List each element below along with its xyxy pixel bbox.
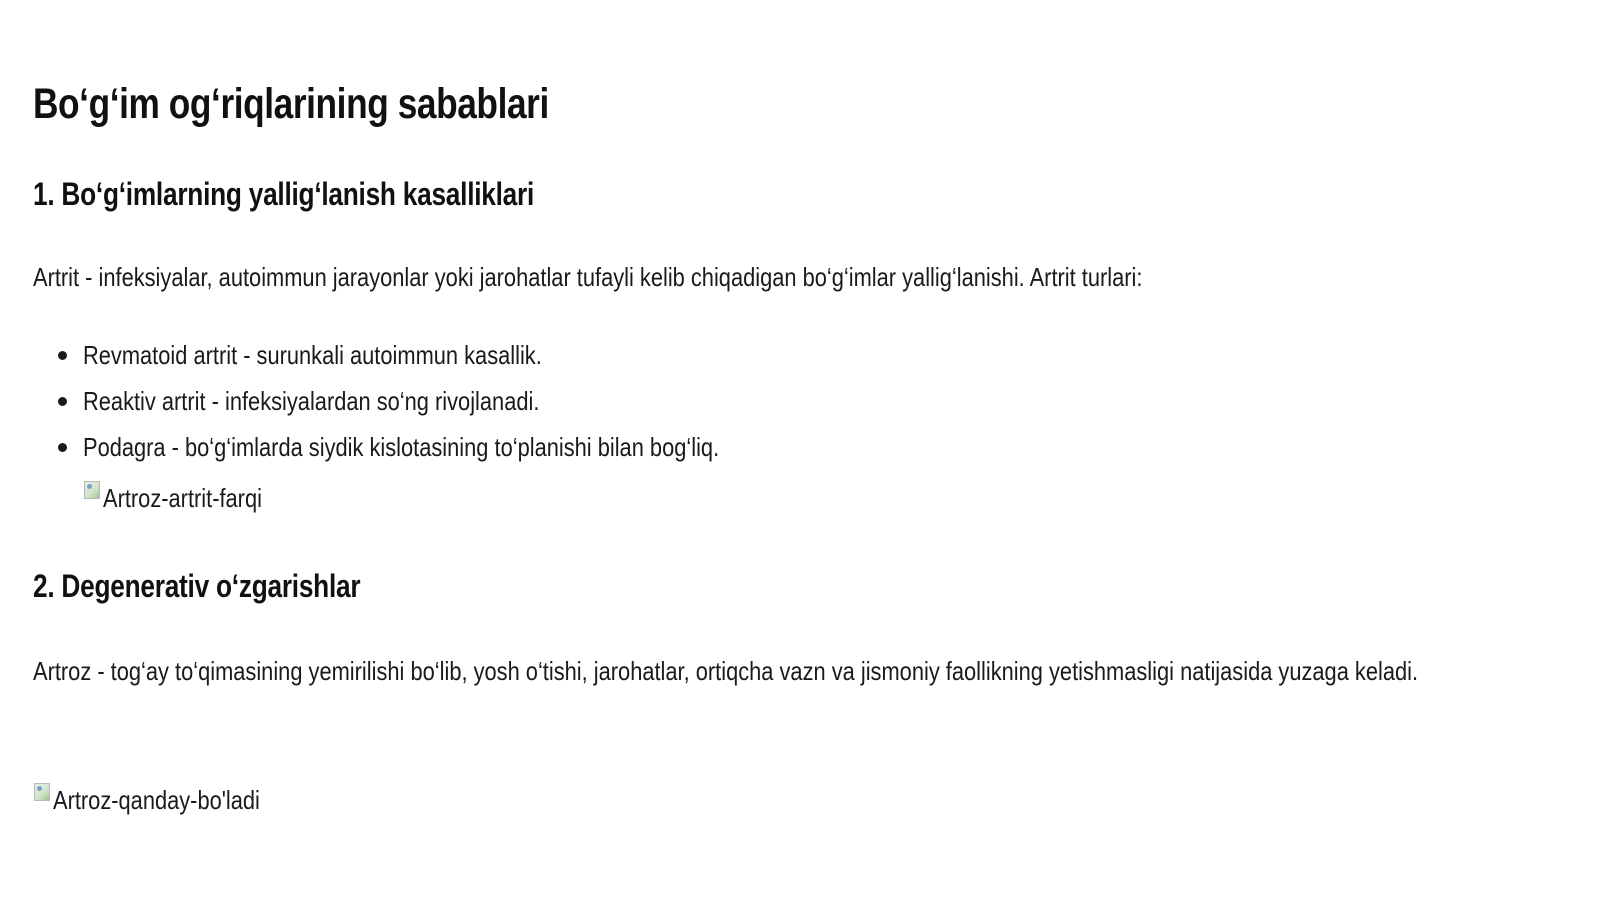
- list-item-text: Reaktiv artrit - infeksiyalardan so‘ng rivojlanadi.: [83, 386, 540, 416]
- broken-image-icon: [33, 782, 51, 802]
- list-item: [33, 332, 840, 378]
- bullet-icon: [58, 397, 67, 406]
- paragraph-arthrosis: Artroz - tog‘ay to‘qimasining yemirilishi bo‘lib, yosh o‘tishi, jarohatlar, ortiqcha vazn va jismoniy faollikning yetishmasligi natijasida yuzaga keladi.: [33, 656, 1419, 686]
- broken-image-artroz-qanday: [33, 780, 299, 820]
- broken-image-artroz-artrit: [83, 478, 292, 518]
- bullet-icon: [58, 351, 67, 360]
- arthritis-types-list: [33, 332, 840, 470]
- paragraph-arthritis: Artrit - infeksiyalar, autoimmun jarayonlar yoki jarohatlar tufayli kelib chiqadigan bo‘g‘imlar yallig‘lanishi. Artrit turlari:: [33, 262, 1143, 292]
- list-item-text: Revmatoid artrit - surunkali autoimmun kasallik.: [83, 340, 542, 370]
- bullet-icon: [58, 443, 67, 452]
- list-item-text: Podagra - bo‘g‘imlarda siydik kislotasining to‘planishi bilan bog‘liq.: [83, 432, 720, 462]
- list-item: [33, 424, 840, 470]
- image-alt-text: Artroz-qanday-bo'ladi: [53, 785, 260, 815]
- list-item: [33, 378, 840, 424]
- page-title: Bo‘g‘im og‘riqlarining sabablari: [33, 80, 549, 128]
- section-heading-inflammatory: 1. Bo‘g‘imlarning yallig‘lanish kasalliklari: [33, 176, 535, 212]
- broken-image-icon: [83, 480, 101, 500]
- image-alt-text: Artroz-artrit-farqi: [103, 483, 262, 513]
- section-heading-degenerative: 2. Degenerativ o‘zgarishlar: [33, 568, 361, 604]
